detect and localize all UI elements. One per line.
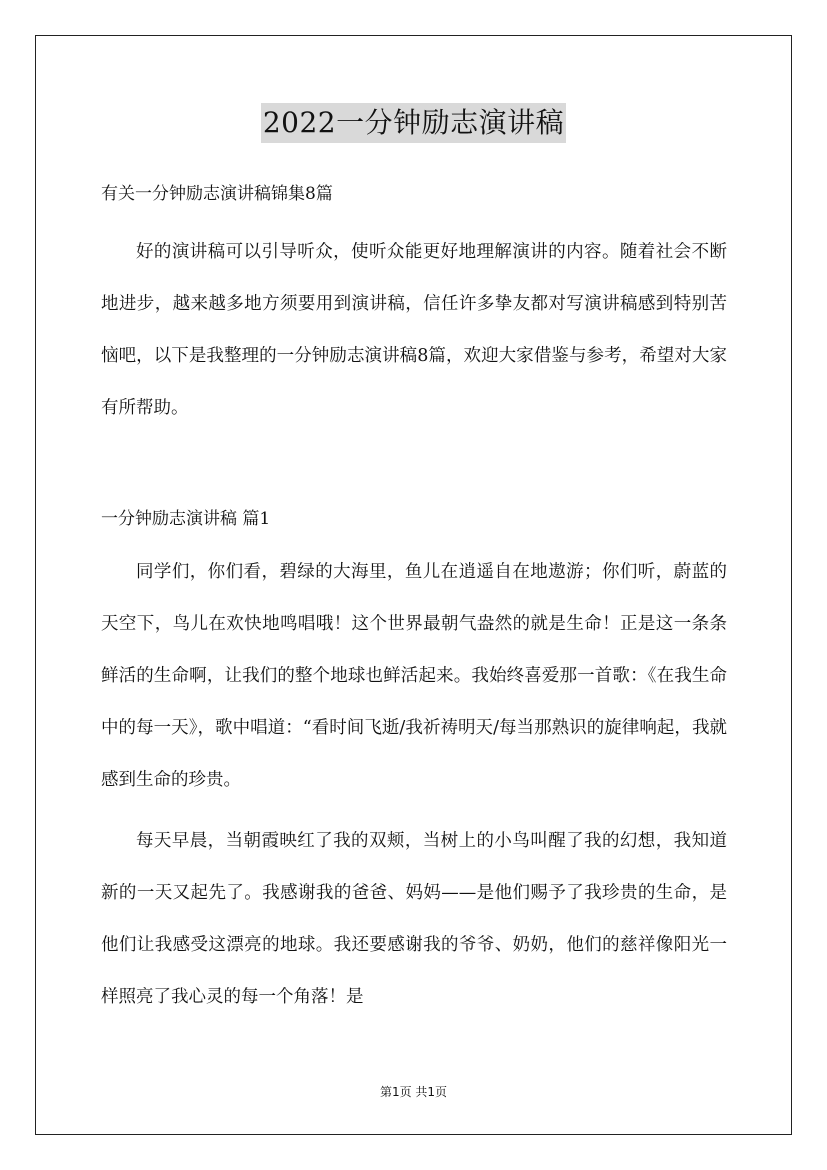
body-paragraph: 每天早晨，当朝霞映红了我的双颊，当树上的小鸟叫醒了我的幻想，我知道新的一天又起先了。我感谢我的爸爸、妈妈——是他们赐予了我珍贵的生命，是他们让我感受这漂亮的地球。我还要感谢我的爷爷、奶奶，他们的慈祥像阳光一样照亮了我心灵的每一个角落！是 (101, 831, 727, 1007)
intro-paragraph: 好的演讲稿可以引导听众，使听众能更好地理解演讲的内容。随着社会不断地进步，越来越多地方须要用到演讲稿，信任许多挚友都对写演讲稿感到特别苦恼吧，以下是我整理的一分钟励志演讲稿8篇，欢迎大家借鉴与参考，希望对大家有所帮助。 (101, 242, 727, 418)
document-title: 2022一分钟励志演讲稿 (261, 103, 566, 143)
page-number-footer: 第1页 共1页 (379, 1085, 448, 1099)
title-container (0, 103, 827, 143)
document-subtitle: 有关一分钟励志演讲稿锦集8篇 (101, 184, 333, 204)
body-paragraph: 同学们，你们看，碧绿的大海里，鱼儿在逍遥自在地遨游；你们听，蔚蓝的天空下，鸟儿在欢快地鸣唱哦！这个世界最朝气盎然的就是生命！正是这一条条鲜活的生命啊，让我们的整个地球也鲜活起来。我始终喜爱那一首歌：《在我生命中的每一天》，歌中唱道：“看时间飞逝/我祈祷明天/每当那熟识的旋律响起，我就感到生命的珍贵。 (101, 562, 727, 790)
section-heading: 一分钟励志演讲稿 篇1 (101, 509, 271, 529)
